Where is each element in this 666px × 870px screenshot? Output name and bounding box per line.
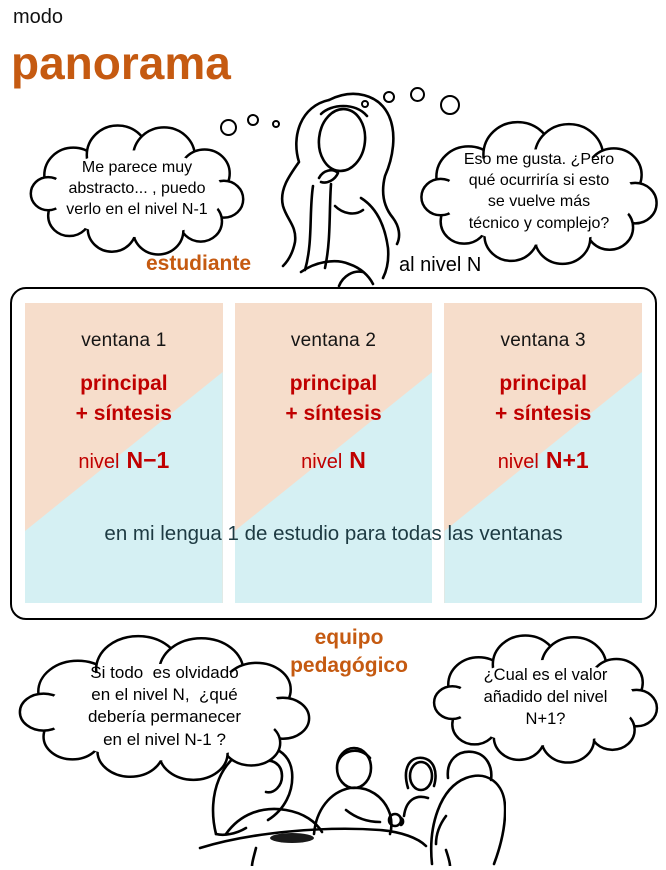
thought-line: N+1? bbox=[525, 709, 566, 728]
level-prefix: nivel bbox=[497, 450, 539, 473]
thought-line: en el nivel N-1 ? bbox=[103, 729, 226, 749]
mode-label: modo bbox=[13, 6, 64, 28]
team-thought-right bbox=[428, 630, 663, 768]
thought-line: Me parece muy bbox=[81, 158, 193, 176]
thought-line: en el nivel N, ¿qué bbox=[91, 685, 238, 704]
student-level-note: al nivel N bbox=[399, 254, 482, 276]
level-value: N−1 bbox=[126, 446, 170, 473]
thought-line: debería permanecer bbox=[87, 707, 242, 727]
window-panel-2 bbox=[235, 303, 433, 603]
window-main-line: principal bbox=[80, 372, 168, 395]
thought-line: se vuelve más bbox=[487, 193, 591, 211]
page-title: panorama bbox=[11, 37, 231, 89]
window-main-line: + síntesis bbox=[495, 402, 592, 426]
level-value: N+1 bbox=[545, 446, 589, 473]
thought-line: qué ocurriría si esto bbox=[468, 172, 610, 190]
student-label: estudiante bbox=[146, 252, 252, 275]
team-label-line2: pedagógico bbox=[290, 653, 408, 677]
thought-trail-dot bbox=[361, 100, 369, 108]
thought-line: Eso me gusta. ¿Pero bbox=[463, 151, 615, 169]
thought-line: Si todo es olvidado bbox=[90, 662, 239, 682]
window-title: ventana 2 bbox=[290, 330, 377, 351]
windows-board bbox=[10, 287, 657, 620]
thought-trail-dot bbox=[410, 87, 425, 102]
thought-trail-dot bbox=[440, 95, 460, 115]
window-level bbox=[25, 447, 223, 474]
window-main-line: principal bbox=[499, 372, 587, 395]
level-value: N bbox=[349, 446, 366, 473]
window-main-line: + síntesis bbox=[75, 402, 172, 426]
level-prefix: nivel bbox=[78, 450, 120, 473]
window-level bbox=[444, 447, 642, 474]
window-level bbox=[235, 447, 433, 474]
board-caption: en mi lengua 1 de estudio para todas las ventanas bbox=[104, 522, 563, 545]
team-thought-left bbox=[12, 630, 317, 786]
window-panels bbox=[25, 303, 642, 603]
team-label-line1: equipo bbox=[314, 626, 384, 649]
thought-trail-dot bbox=[383, 91, 395, 103]
window-panel-1 bbox=[25, 303, 223, 603]
thought-line: abstracto... , puedo bbox=[68, 180, 206, 198]
window-title: ventana 1 bbox=[81, 330, 167, 351]
student-thought-right bbox=[415, 116, 663, 270]
thought-trail-dot bbox=[272, 120, 280, 128]
window-main-line: + síntesis bbox=[285, 402, 382, 426]
window-title: ventana 3 bbox=[500, 330, 586, 351]
thought-line: verlo en el nivel N-1 bbox=[66, 201, 208, 219]
thought-line: técnico y complejo? bbox=[468, 214, 610, 232]
thought-line: añadido del nivel bbox=[483, 687, 608, 706]
window-panel-3 bbox=[444, 303, 642, 603]
student-thought-left bbox=[25, 120, 249, 260]
window-main-line: principal bbox=[289, 372, 378, 395]
thought-line: ¿Cual es el valor bbox=[483, 665, 608, 684]
level-prefix: nivel bbox=[301, 450, 343, 473]
